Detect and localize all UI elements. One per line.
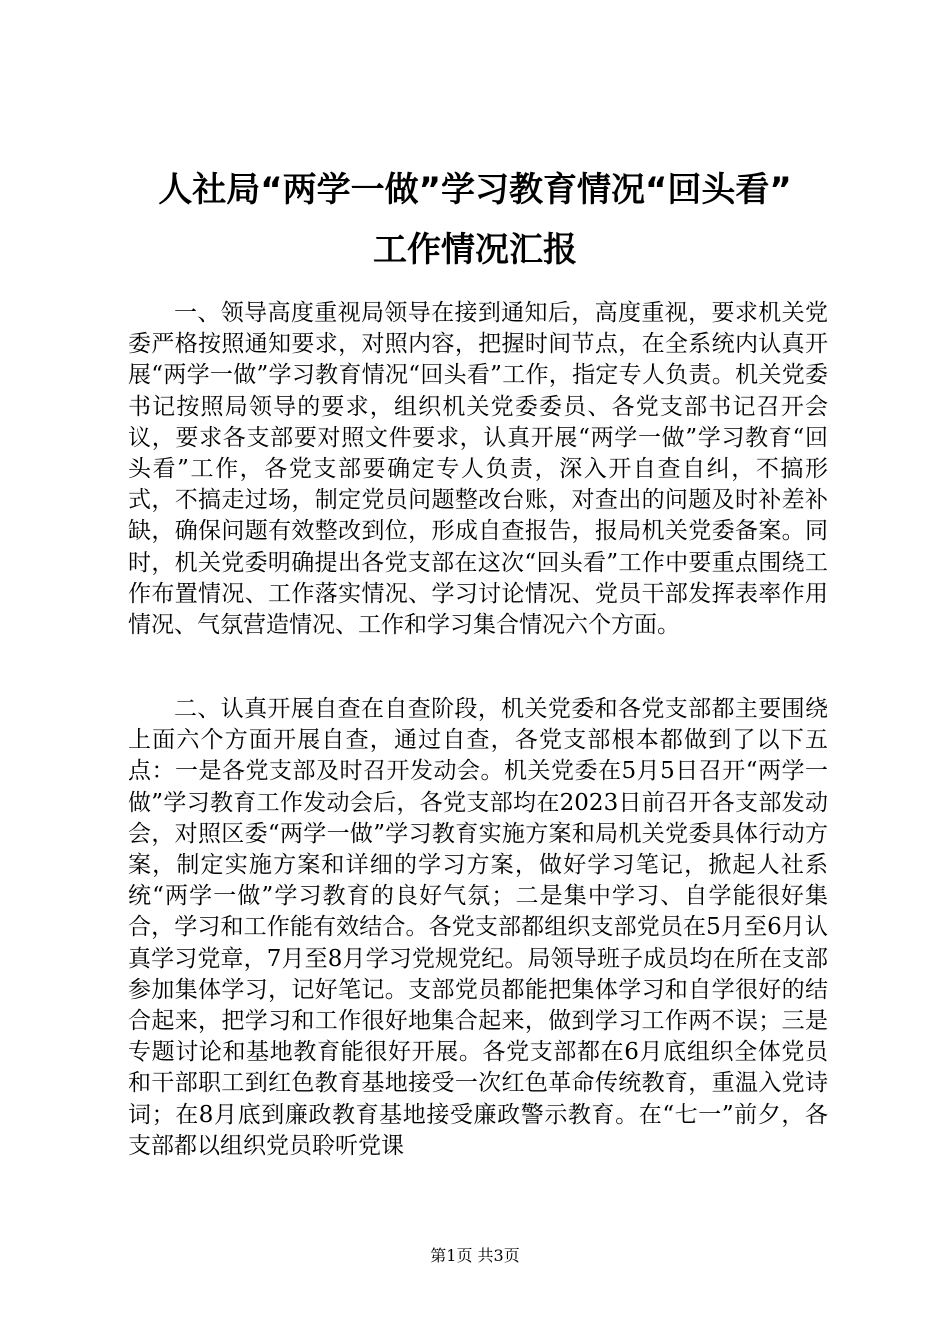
paragraph-2: 二、认真开展自查在自查阶段，机关党委和各党支部都主要围绕上面六个方面开展自查，通过自查，各党支部根本都做到了以下五点：一是各党支部及时召开发动会。机关党委在5月5日召开“两学一做”学习教育工作发动会后，各党支部均在2023日前召开各支部发动会，对照区委“两学一做”学习教育实施方案和局机关党委具体行动方案，制定实施方案和详细的学习方案，做好学习笔记，掀起人社系统“两学一做”学习教育的良好气氛；二是集中学习、自学能很好集合，学习和工作能有效结合。各党支部都组织支部党员在5月至6月认真学习党章，7月至8月学习党规党纪。局领导班子成员均在所在支部参加集体学习，记好笔记。支部党员都能把集体学习和自学很好的结合起来，把学习和工作很好地集合起来，做到学习工作两不误；三是专题讨论和基地教育能很好开展。各党支部都在6月底组织全体党员和干部职工到红色教育基地接受一次红色革命传统教育，重温入党诗词；在8月底到廉政教育基地接受廉政警示教育。在“七一”前夕，各支部都以组织党员聆听党课	[128, 696, 828, 1159]
title-line-2: 工作情况汇报	[373, 230, 577, 270]
paragraph-1: 一、领导高度重视局领导在接到通知后，高度重视，要求机关党委严格按照通知要求，对照内容，把握时间节点，在全系统内认真开展“两学一做”学习教育情况“回头看”工作，指定专人负责。机关党委书记按照局领导的要求，组织机关党委委员、各党支部书记召开会议，要求各支部要对照文件要求，认真开展“两学一做”学习教育“回头看”工作，各党支部要确定专人负责，深入开自查自纠，不搞形式，不搞走过场，制定党员问题整改台账，对查出的问题及时补差补缺，确保问题有效整改到位，形成自查报告，报局机关党委备案。同时，机关党委明确提出各党支部在这次“回头看”工作中要重点围绕工作布置情况、工作落实情况、学习讨论情况、党员干部发挥表率作用情况、气氛营造情况、工作和学习集合情况六个方面。	[128, 300, 828, 639]
document-title	[110, 160, 840, 280]
page-footer: 第1页 共3页	[430, 1246, 520, 1265]
title-line-1: 人社局“两学一做”学习教育情况“回头看”	[158, 170, 792, 210]
